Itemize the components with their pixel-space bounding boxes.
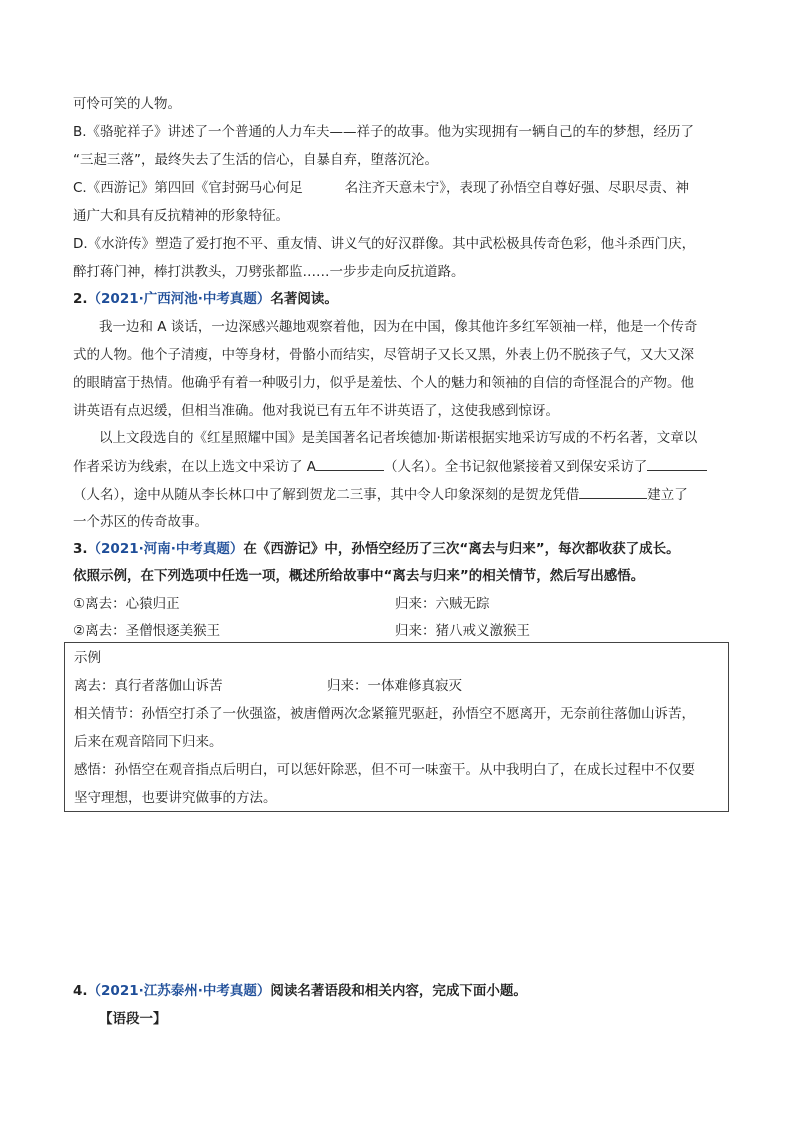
question-2-prompt-line-1: 以上文段选自的《红星照耀中国》是美国著名记者埃德加·斯诺根据实地采访写成的不朽名著，文章以: [99, 430, 698, 446]
question-title: 阅读名著语段和相关内容，完成下面小题。: [270, 983, 527, 999]
question-source: （2021·河南·中考真题）: [87, 541, 244, 557]
prompt-text: （人名），途中从随从李长林口中了解到贺龙二三事，其中令人印象深刻的是贺龙凭借: [73, 487, 580, 503]
question-number: 4.: [73, 983, 88, 999]
example-label: 示例: [74, 650, 101, 666]
passage-line: 式的人物。他个子清瘦，中等身材，骨骼小而结实，尽管胡子又长又黑，外表上仍不脱孩子气，又大又深: [73, 347, 694, 363]
option-b-line-1: B.《骆驼祥子》讲述了一个普通的人力车夫——祥子的故事。他为实现拥有一辆自己的车的梦想，经历了: [73, 124, 695, 140]
answer-blank[interactable]: [647, 456, 707, 471]
question-3-prompt: 依照示例，在下列选项中任选一项，概述所给故事中“离去与归来”的相关情节，然后写出感悟。: [73, 568, 645, 584]
prompt-text: 作者采访为线索，在以上选文中采访了 A: [73, 459, 317, 475]
question-2-prompt-line-4: 一个苏区的传奇故事。: [73, 514, 208, 530]
example-plot-line-2: 后来在观音陪同下归来。: [74, 734, 223, 750]
question-number: 3.: [73, 541, 88, 557]
option-2-leave: ②离去：圣僧恨逐美猴王: [73, 623, 221, 639]
question-source: （2021·江苏泰州·中考真题）: [87, 983, 271, 999]
question-2-prompt-line-2: [73, 456, 707, 477]
passage-line: 我一边和 A 谈话，一边深感兴趣地观察着他，因为在中国，像其他许多红军领袖一样，他是一个传奇: [99, 319, 698, 335]
question-2-header: [73, 289, 338, 309]
text-line: 可怜可笑的人物。: [73, 96, 181, 112]
example-insight-line-1: 感悟：孙悟空在观音指点后明白，可以惩奸除恶，但不可一味蛮干。从中我明白了，在成长过程中不仅要: [74, 762, 695, 778]
option-d-line-2: 醉打蒋门神，棒打洪教头，刀劈张都监……一步步走向反抗道路。: [73, 264, 465, 280]
passage-line: 讲英语有点迟缓，但相当准确。他对我说已有五年不讲英语了，这使我感到惊讶。: [73, 403, 559, 419]
option-2-return: 归来：猪八戒义激猴王: [395, 623, 530, 639]
option-b-line-2: “三起三落”，最终失去了生活的信心，自暴自弃，堕落沉沦。: [73, 152, 438, 168]
prompt-text: 建立了: [647, 487, 688, 503]
question-3-header: [73, 539, 680, 559]
question-prompt: 在《西游记》中，孙悟空经历了三次“离去与归来”，每次都收获了成长。: [243, 541, 680, 557]
question-number: 2.: [73, 291, 88, 307]
example-plot-line-1: 相关情节：孙悟空打杀了一伙强盗，被唐僧两次念紧箍咒驱赶，孙悟空不愿离开，无奈前往落伽山诉苦，: [74, 706, 695, 722]
question-source: （2021·广西河池·中考真题）: [87, 291, 271, 307]
option-c-part-1: C.《西游记》第四回《官封弼马心何足: [73, 180, 303, 196]
question-2-prompt-line-3: [73, 484, 688, 505]
answer-blank[interactable]: [579, 484, 647, 499]
section-label: 【语段一】: [99, 1011, 167, 1027]
passage-line: 的眼睛富于热情。他确乎有着一种吸引力，似乎是羞怯、个人的魅力和领袖的自信的奇怪混合的产物。他: [73, 375, 694, 391]
question-title: 名著阅读。: [270, 291, 338, 307]
example-insight-line-2: 坚守理想，也要讲究做事的方法。: [74, 790, 277, 806]
option-1-return: 归来：六贼无踪: [395, 596, 490, 612]
answer-blank[interactable]: [316, 456, 384, 471]
option-c-line-1: [73, 178, 689, 198]
option-1-leave: ①离去：心猿归正: [73, 596, 180, 612]
option-d-line-1: D.《水浒传》塑造了爱打抱不平、重友情、讲义气的好汉群像。其中武松极具传奇色彩，他斗杀西门庆，: [73, 236, 696, 252]
option-c-part-2: 名注齐天意未宁》，表现了孙悟空自尊好强、尽职尽责、神: [344, 180, 689, 196]
question-4-header: [73, 981, 527, 1001]
example-box: [64, 642, 729, 812]
prompt-text: （人名）。全书记叙他紧接着又到保安采访了: [384, 459, 648, 475]
example-return: 归来：一体难修真寂灭: [327, 678, 462, 694]
option-c-line-2: 通广大和具有反抗精神的形象特征。: [73, 208, 289, 224]
example-leave: 离去：真行者落伽山诉苦: [74, 678, 223, 694]
